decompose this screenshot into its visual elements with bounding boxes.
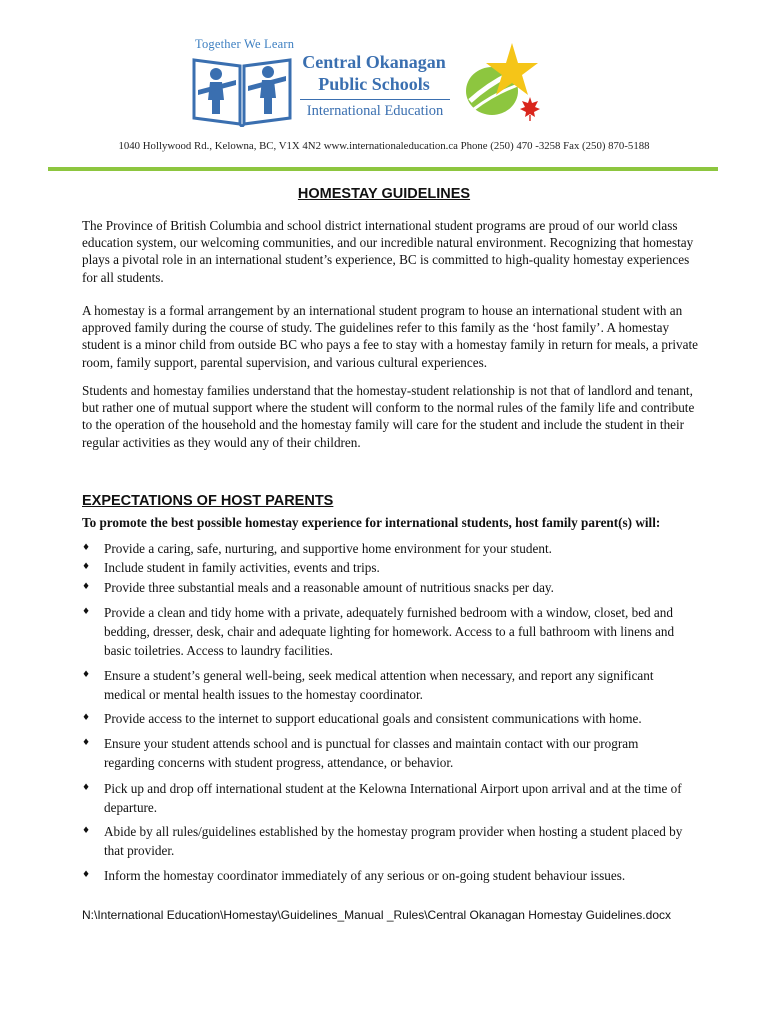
diamond-bullet-icon: ♦ (82, 826, 91, 836)
diamond-bullet-icon: ♦ (82, 870, 91, 880)
list-item: ♦ Include student in family activities, events and trips. (82, 560, 380, 575)
list-item: ♦ Provide three substantial meals and a reasonable amount of nutritious snacks per day. (82, 580, 554, 595)
intro-paragraph-3: Students and homestay families understand that the homestay-student relationship is not that of landlord and tenant, but rather one of mutual support where the student will conform to the normal rules of the family life and contribute to the operation of the household and the homestay family will care for the student and include the student in their regular activities as they would any of their children. (82, 383, 695, 450)
intro-paragraph-2: A homestay is a formal arrangement by an international student program to house an international student with an approved family during the course of study. The guidelines refer to this family as the ‘host family’. A homestay student is a minor child from outside BC who pays a fee to stay with a homestay family in return for meals, a private room, family support, parental supervision, and various cultural experiences. (82, 303, 699, 370)
list-item: ♦ Ensure your student attends school and is punctual for classes and maintain contact with our program regarding concerns with student progress, attendance, or behavior. (82, 736, 639, 770)
diamond-bullet-icon: ♦ (82, 713, 91, 723)
list-item: ♦ Pick up and drop off international student at the Kelowna International Airport upon arrival and at the time of departure. (82, 781, 682, 815)
diamond-bullet-icon: ♦ (82, 562, 91, 572)
intro-paragraph-1: The Province of British Columbia and school district international student programs are proud of our world class education system, our welcoming communities, and our incredible natural environment. Recognizing that homestay plays a pivotal role in an international student’s experience, BC is committed to high-quality homestay experiences for all students. (82, 218, 694, 285)
school-logo (192, 37, 552, 137)
list-item: ♦ Provide access to the internet to support educational goals and consistent communications with home. (82, 711, 642, 726)
logo-line-1: Central Okanagan (302, 52, 446, 72)
section-heading: EXPECTATIONS OF HOST PARENTS (82, 493, 334, 509)
diamond-bullet-icon: ♦ (82, 783, 91, 793)
diamond-bullet-icon: ♦ (82, 582, 91, 592)
page-title: HOMESTAY GUIDELINES (297, 186, 471, 202)
list-item: ♦ Abide by all rules/guidelines established by the homestay program provider when hosting a student placed by that provider. (82, 824, 683, 858)
list-item: ♦ Provide a caring, safe, nurturing, and supportive home environment for your student. (82, 541, 552, 556)
section-intro: To promote the best possible homestay experience for international students, host family parent(s) will: (82, 515, 661, 530)
diamond-bullet-icon: ♦ (82, 607, 91, 617)
logo-tagline: Together We Learn (195, 37, 295, 51)
logo-line-2: Public Schools (318, 74, 430, 94)
diamond-bullet-icon: ♦ (82, 738, 91, 748)
contact-address: 1040 Hollywood Rd., Kelowna, BC, V1X 4N2 www.internationaleducation.ca Phone (250) 470 -3258 Fax (250) 870-5188 (118, 140, 650, 152)
logo-divider (300, 99, 450, 100)
star-globe-maple-icon (454, 39, 544, 125)
logo-wordmark (299, 51, 449, 95)
list-item: ♦ Ensure a student’s general well-being, seek medical attention when necessary, and report any significant medical or mental health issues to the homestay coordinator. (82, 668, 654, 702)
file-path-footer: N:\International Education\Homestay\Guidelines_Manual _Rules\Central Okanagan Homestay Guidelines.docx (82, 908, 671, 922)
diamond-bullet-icon: ♦ (82, 543, 91, 553)
logo-line-3: International Education (306, 103, 444, 119)
open-book-children-icon (192, 52, 292, 127)
list-item: ♦ Provide a clean and tidy home with a private, adequately furnished bedroom with a window, closet, bed and bedding, dresser, desk, chair and adequate lighting for homework. Access to a full bathroom with linens and basic toiletries. Access to laundry facilities. (82, 605, 675, 658)
header-divider (48, 167, 718, 171)
list-item: ♦ Inform the homestay coordinator immediately of any serious or on-going student behaviour issues. (82, 868, 626, 883)
diamond-bullet-icon: ♦ (82, 670, 91, 680)
